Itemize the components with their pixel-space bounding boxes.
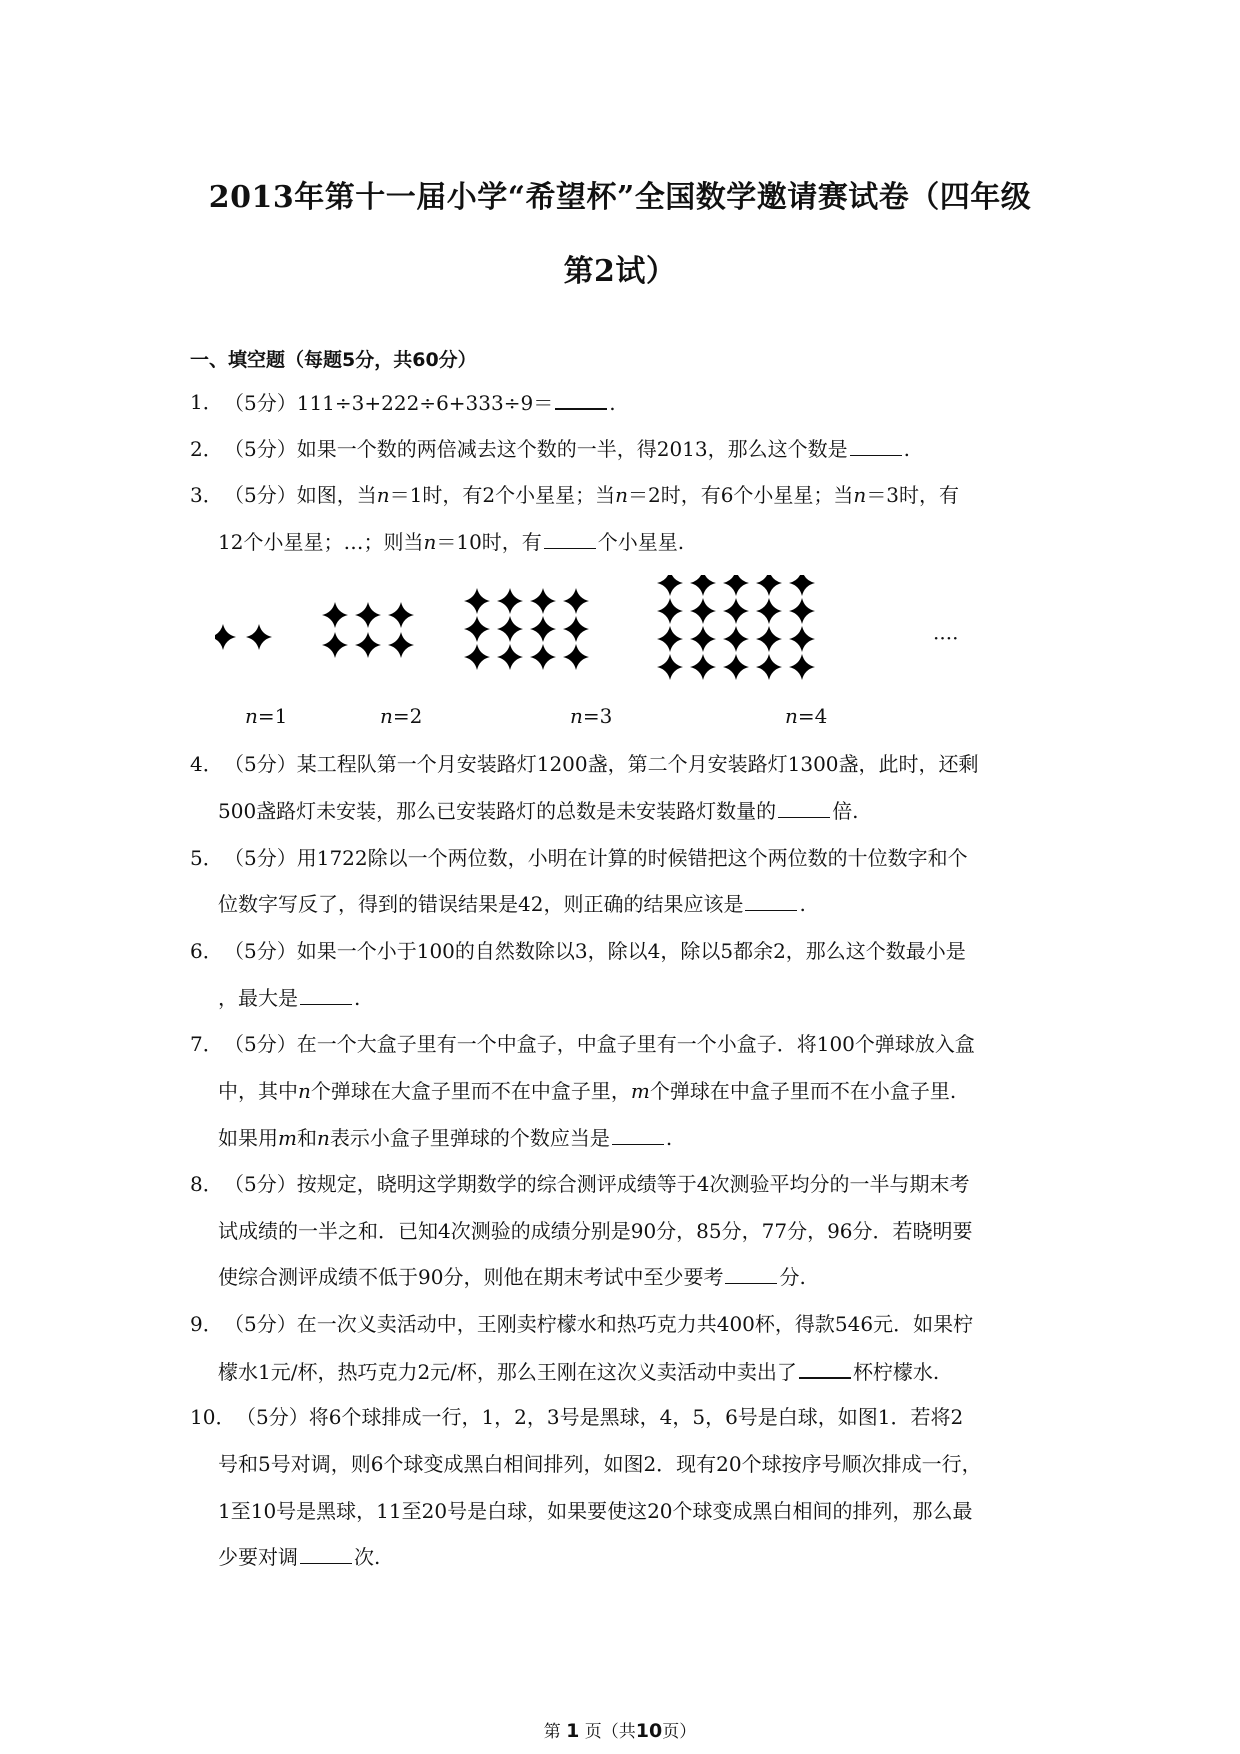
star-icon [756,575,782,596]
star-icon [789,575,815,596]
star-icon [723,598,749,624]
variable-n: n [316,1126,330,1150]
star-icon [789,598,815,624]
star-icon [690,654,716,680]
star-icon [322,632,348,658]
question-text: 号和5号对调，则6个球变成黑白相间排列，如图2．现有20个球按序号顺次排成一行， [218,1452,982,1476]
question-text: 1至10号是黑球，11至20号是白球，如果要使这20个球变成黑白相间的排列，那么最 [218,1499,973,1523]
question-3-text [224,483,959,507]
answer-blank [850,437,902,456]
star-icon [530,644,556,670]
figure-label-n4: n=4 [785,704,828,728]
question-2-text [224,437,910,461]
footer-text: 页） [662,1722,697,1742]
star-icon [657,575,683,596]
question-text: 个小星星. [597,530,685,554]
question-text: . [609,391,616,415]
star-icon [355,632,381,658]
page-number: 1 [566,1720,580,1742]
question-number: 8． [190,1172,223,1196]
question-4-text [224,752,979,776]
star-icon [215,624,236,650]
question-text: 位数字写反了，得到的错误结果是42，则正确的结果应该是 [218,892,744,916]
answer-blank [300,1545,352,1564]
question-text: （5分）在一次义卖活动中，王刚卖柠檬水和热巧克力共400杯，得款546元．如果柠 [224,1312,974,1336]
question-text: （5分）如果一个小于100的自然数除以3，除以4，除以5都余2，那么这个数最小是 [224,939,966,963]
question-6-text [224,939,966,963]
star-icon [388,602,414,628]
question-7-text-cont [218,1079,956,1103]
question-8-text-cont [218,1219,973,1243]
question-text: 个弹球在中盒子里而不在小盒子里. [649,1079,957,1103]
answer-blank [725,1265,777,1284]
question-text: 分. [779,1265,806,1289]
question-number: 10． [190,1405,236,1429]
question-text: 檬水1元/杯，热巧克力2元/杯，那么王刚在这次义卖活动中卖出了 [218,1360,797,1384]
question-text: ＝2时，有6个小星星；当 [627,483,854,507]
star-icon [756,626,782,652]
question-text: 使综合测评成绩不低于90分，则他在期末考试中至少要考 [218,1265,724,1289]
page-title-line1: 2013年第十一届小学“希望杯”全国数学邀请赛试卷（四年级 [208,180,1032,215]
question-9-text-cont [218,1359,939,1384]
question-number: 2． [190,437,223,461]
answer-blank [612,1126,664,1145]
star-pattern-figure [215,575,975,735]
star-icon [723,654,749,680]
question-text: （5分）111÷3+222÷6+333÷9＝ [224,391,554,415]
question-3-text-cont [218,530,684,554]
star-icon [464,588,490,614]
star-icon [322,602,348,628]
answer-blank [778,799,830,818]
star-icon [657,654,683,680]
star-icon [756,598,782,624]
figure-label-n3: n=3 [570,704,613,728]
question-10-text-cont3 [218,1545,380,1569]
star-icon [789,654,815,680]
question-8-text-cont2 [218,1265,806,1289]
star-icon [355,602,381,628]
question-9-text [224,1312,973,1336]
question-1-text [224,390,616,415]
footer-text: 第 [543,1722,561,1742]
question-text: 试成绩的一半之和．已知4次测验的成绩分别是90分，85分，77分，96分．若晓明要 [218,1219,973,1243]
answer-blank [745,892,797,911]
figure-label-n2: n=2 [380,704,423,728]
star-icon [388,632,414,658]
star-icon [563,644,589,670]
star-icon [530,616,556,642]
question-number: 4． [190,752,223,776]
question-7-text [224,1032,975,1056]
question-number: 9． [190,1312,223,1336]
answer-blank [544,530,596,549]
question-number: 5． [190,846,223,870]
star-icon [690,575,716,596]
question-text: . [665,1126,673,1150]
star-icon [690,598,716,624]
question-8-text [224,1172,969,1196]
answer-blank [555,390,607,410]
answer-blank [300,986,352,1005]
question-text: 杯柠檬水. [852,1360,940,1384]
question-7-text-cont2 [218,1126,672,1150]
question-text: 中，其中 [218,1079,298,1103]
star-icon [497,588,523,614]
variable-n: n [853,483,867,507]
question-text: （5分）如果一个数的两倍减去这个数的一半，得2013，那么这个数是 [224,437,848,461]
question-number: 6． [190,939,223,963]
question-6-text-cont [218,986,360,1010]
question-10-text-cont2 [218,1499,973,1523]
variable-n: n [615,483,628,507]
star-icon [657,626,683,652]
star-icon [690,626,716,652]
question-text: 次. [354,1545,381,1569]
variable-n: n [423,530,437,554]
question-number: 7． [190,1032,223,1056]
question-text: （5分）某工程队第一个月安装路灯1200盏，第二个月安装路灯1300盏，此时，还剩 [224,752,979,776]
star-icon [464,616,490,642]
question-text: ＝10时，有 [436,530,542,554]
footer-text: 页（共 [584,1722,636,1742]
question-5-text-cont [218,892,806,916]
star-icon [789,626,815,652]
star-icon [497,644,523,670]
star-icon [723,626,749,652]
question-text: （5分）在一个大盒子里有一个中盒子，中盒子里有一个小盒子．将100个弹球放入盒 [224,1032,975,1056]
variable-n: n [376,483,390,507]
star-icon [756,654,782,680]
question-text: 倍. [832,799,859,823]
question-4-text-cont [218,799,859,823]
page-title-line2: 第2试） [563,254,677,289]
page-footer [0,1717,1240,1742]
variable-m: m [278,1126,297,1150]
question-text: 500盏路灯未安装，那么已安装路灯的总数是未安装路灯数量的 [218,799,777,823]
star-icon [563,616,589,642]
question-text: （5分）如图，当 [224,483,377,507]
variable-n: n [298,1079,311,1103]
question-text: ＝1时，有2个小星星；当 [389,483,616,507]
question-10-text-cont [218,1452,982,1476]
question-text: . [903,437,910,461]
question-text: （5分）按规定，晓明这学期数学的综合测评成绩等于4次测验平均分的一半与期末考 [224,1172,970,1196]
question-10-text [236,1405,963,1429]
question-text: ，最大是 [218,986,298,1010]
question-text: （5分）用1722除以一个两位数，小明在计算的时候错把这个两位数的十位数字和个 [224,846,968,870]
answer-blank [799,1359,851,1379]
question-number: 1． [190,390,223,414]
variable-m: m [630,1079,650,1103]
star-icon [723,575,749,596]
question-text: ＝3时，有 [866,483,960,507]
question-number: 3． [190,483,223,507]
star-icon [657,598,683,624]
question-text: 12个小星星；…；则当 [218,530,424,554]
star-icon [530,588,556,614]
question-text: 如果用 [218,1126,278,1150]
star-icon [246,624,272,650]
question-text: 表示小盒子里弹球的个数应当是 [329,1126,610,1150]
question-text: 个弹球在大盒子里而不在中盒子里， [310,1079,631,1103]
question-text: . [799,892,806,916]
star-icon [497,616,523,642]
figure-label-n1: n=1 [245,704,288,728]
question-text: 少要对调 [218,1545,298,1569]
star-icon [563,588,589,614]
question-text: （5分）将6个球排成一行，1，2，3号是黑球，4，5，6号是白球，如图1．若将2 [236,1405,964,1429]
page-total: 10 [635,1720,663,1742]
question-text: . [354,986,361,1010]
question-text: 和 [296,1126,317,1150]
section-heading: 一、填空题（每题5分，共60分） [190,349,477,371]
star-icon [464,644,490,670]
question-5-text [224,846,968,870]
figure-ellipsis: ···· [933,626,959,650]
